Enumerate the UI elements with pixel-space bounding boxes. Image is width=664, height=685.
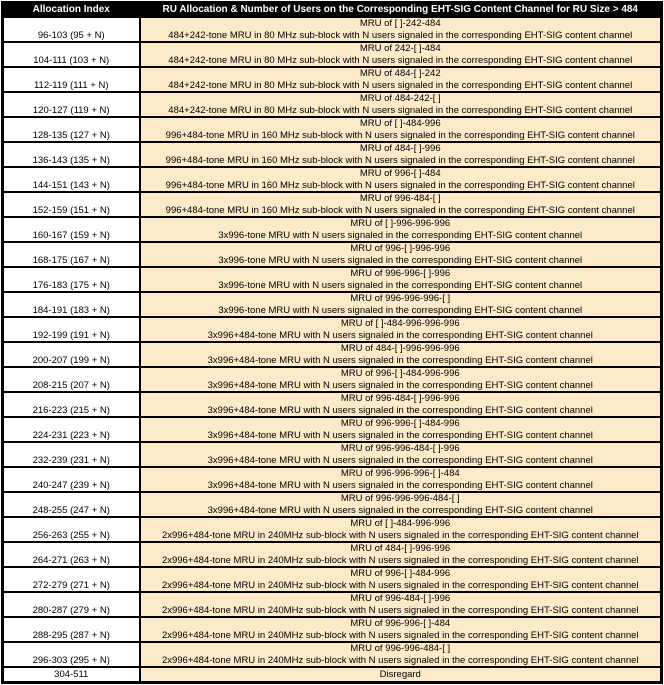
mru-label: MRU of 242-[ ]-484 (359, 43, 441, 54)
ru-description: 996+484-tone MRU in 160 MHz sub-block with N users signaled in the corresponding EHT-SIG content channel (165, 179, 635, 191)
ru-allocation-cell (140, 417, 662, 442)
table-row (3, 567, 662, 592)
header-ru-allocation: RU Allocation & Number of Users on the Corresponding EHT-SIG Content Channel for RU Size > 484 (140, 3, 662, 18)
ru-allocation-cell (140, 292, 662, 317)
allocation-index-cell: 256-263 (255 + N) (3, 517, 140, 542)
mru-label: MRU of 996-996-[ ]-484-996 (340, 418, 460, 429)
allocation-index-cell: 104-111 (103 + N) (3, 42, 140, 67)
allocation-index-cell: 168-175 (167 + N) (3, 242, 140, 267)
allocation-index-cell: 128-135 (127 + N) (3, 117, 140, 142)
ru-allocation-cell (140, 317, 662, 342)
table-row (3, 342, 662, 367)
allocation-index-cell: 136-143 (135 + N) (3, 142, 140, 167)
table-body (3, 17, 662, 683)
mru-label: MRU of [ ]-484-996-996 (350, 518, 451, 529)
ru-allocation-cell (140, 617, 662, 642)
ru-allocation-cell (140, 592, 662, 617)
ru-description: 3x996-tone MRU with N users signaled in the corresponding EHT-SIG content channel (218, 254, 583, 266)
ru-description: 2x996+484-tone MRU in 240MHz sub-block with N users signaled in the corresponding EHT-SIG content channel (161, 579, 639, 591)
mru-label: MRU of 996-484-[ ]-996 (350, 593, 451, 604)
mru-label: MRU of 996-[ ]-996-996 (350, 243, 451, 254)
ru-description: 3x996+484-tone MRU with N users signaled in the corresponding EHT-SIG content channel (207, 454, 593, 466)
table-row (3, 392, 662, 417)
ru-description: 996+484-tone MRU in 160 MHz sub-block with N users signaled in the corresponding EHT-SIG content channel (165, 129, 635, 141)
allocation-index-cell: 200-207 (199 + N) (3, 342, 140, 367)
table-header-row (3, 3, 662, 18)
allocation-index-cell: 304-511 (3, 667, 140, 683)
mru-label: MRU of 996-996-484-[ ]-996 (340, 443, 460, 454)
ru-allocation-cell (140, 242, 662, 267)
mru-label: MRU of [ ]-996-996-996 (350, 218, 451, 229)
ru-allocation-cell (140, 17, 662, 42)
table-row (3, 442, 662, 467)
mru-label: MRU of 484-[ ]-996-996 (350, 543, 451, 554)
table-row (3, 242, 662, 267)
ru-allocation-cell (140, 67, 662, 92)
table-row (3, 92, 662, 117)
allocation-index-cell: 280-287 (279 + N) (3, 592, 140, 617)
table-row (3, 267, 662, 292)
table-row (3, 192, 662, 217)
ru-description: 2x996+484-tone MRU in 240MHz sub-block with N users signaled in the corresponding EHT-SIG content channel (161, 604, 639, 616)
ru-description: 3x996+484-tone MRU with N users signaled in the corresponding EHT-SIG content channel (207, 429, 593, 441)
mru-label: MRU of 996-996-[ ]-484 (350, 618, 451, 629)
mru-label: MRU of 996-[ ]-484 (359, 168, 441, 179)
mru-label: MRU of 996-484-[ ] (359, 193, 441, 204)
ru-description: 2x996+484-tone MRU in 240MHz sub-block with N users signaled in the corresponding EHT-SIG content channel (161, 654, 639, 666)
ru-description: 3x996-tone MRU with N users signaled in the corresponding EHT-SIG content channel (218, 229, 583, 241)
header-allocation-index: Allocation Index (3, 3, 140, 18)
ru-allocation-cell (140, 492, 662, 517)
ru-allocation-cell (140, 392, 662, 417)
allocation-index-cell: 232-239 (231 + N) (3, 442, 140, 467)
ru-description: 484+242-tone MRU in 80 MHz sub-block with N users signaled in the corresponding EHT-SIG content channel (168, 104, 633, 116)
mru-label: MRU of 996-996-996-484-[ ] (340, 493, 460, 504)
allocation-index-cell: 96-103 (95 + N) (3, 17, 140, 42)
mru-label: MRU of 996-996-484-[ ] (350, 643, 451, 654)
mru-label: MRU of [ ]-484-996-996-996 (340, 318, 460, 329)
mru-label: MRU of [ ]-484-996 (359, 118, 441, 129)
table-row (3, 167, 662, 192)
ru-allocation-cell (140, 92, 662, 117)
allocation-index-cell: 184-191 (183 + N) (3, 292, 140, 317)
table-row (3, 292, 662, 317)
table-row (3, 542, 662, 567)
ru-description: 3x996-tone MRU with N users signaled in the corresponding EHT-SIG content channel (218, 279, 583, 291)
mru-label: MRU of 996-996-[ ]-996 (350, 268, 451, 279)
ru-description: 2x996+484-tone MRU in 240MHz sub-block with N users signaled in the corresponding EHT-SIG content channel (161, 629, 639, 641)
allocation-index-cell: 120-127 (119 + N) (3, 92, 140, 117)
ru-description: 3x996+484-tone MRU with N users signaled in the corresponding EHT-SIG content channel (207, 404, 593, 416)
mru-label: MRU of 996-[ ]-484-996-996 (340, 368, 460, 379)
allocation-index-cell: 112-119 (111 + N) (3, 67, 140, 92)
allocation-index-cell: 208-215 (207 + N) (3, 367, 140, 392)
mru-label: MRU of 484-[ ]-996-996-996 (340, 343, 460, 354)
ru-description: 484+242-tone MRU in 80 MHz sub-block with N users signaled in the corresponding EHT-SIG content channel (168, 54, 633, 66)
table-row (3, 517, 662, 542)
allocation-index-cell: 176-183 (175 + N) (3, 267, 140, 292)
ru-description: 3x996-tone MRU with N users signaled in the corresponding EHT-SIG content channel (218, 304, 583, 316)
ru-allocation-cell (140, 117, 662, 142)
ru-allocation-cell (140, 442, 662, 467)
table-row (3, 417, 662, 442)
ru-allocation-cell (140, 367, 662, 392)
mru-label: MRU of 484-[ ]-996 (359, 143, 441, 154)
ru-description: 3x996+484-tone MRU with N users signaled in the corresponding EHT-SIG content channel (207, 504, 593, 516)
ru-allocation-cell (140, 217, 662, 242)
ru-description: 996+484-tone MRU in 160 MHz sub-block with N users signaled in the corresponding EHT-SIG content channel (165, 154, 635, 166)
ru-description: 3x996+484-tone MRU with N users signaled in the corresponding EHT-SIG content channel (207, 479, 593, 491)
ru-allocation-cell (140, 517, 662, 542)
ru-allocation-cell (140, 192, 662, 217)
ru-allocation-cell (140, 667, 662, 683)
mru-label: MRU of 484-242-[ ] (359, 93, 441, 104)
table-row (3, 642, 662, 667)
allocation-index-cell: 216-223 (215 + N) (3, 392, 140, 417)
table-row (3, 667, 662, 683)
ru-allocation-cell (140, 167, 662, 192)
allocation-index-cell: 288-295 (287 + N) (3, 617, 140, 642)
table-row (3, 467, 662, 492)
ru-allocation-cell (140, 542, 662, 567)
ru-description: 2x996+484-tone MRU in 240MHz sub-block with N users signaled in the corresponding EHT-SIG content channel (161, 554, 639, 566)
allocation-index-cell: 240-247 (239 + N) (3, 467, 140, 492)
table-row (3, 492, 662, 517)
ru-allocation-cell (140, 42, 662, 67)
ru-description: 2x996+484-tone MRU in 240MHz sub-block with N users signaled in the corresponding EHT-SIG content channel (161, 529, 639, 541)
mru-label: MRU of [ ]-242-484 (359, 18, 441, 29)
allocation-index-cell: 144-151 (143 + N) (3, 167, 140, 192)
ru-description: 3x996+484-tone MRU with N users signaled in the corresponding EHT-SIG content channel (207, 379, 593, 391)
table-row (3, 117, 662, 142)
table-row (3, 617, 662, 642)
ru-allocation-table (1, 1, 663, 684)
table-row (3, 217, 662, 242)
mru-label: MRU of 996-996-996-[ ] (350, 293, 451, 304)
ru-allocation-cell (140, 642, 662, 667)
allocation-index-cell: 224-231 (223 + N) (3, 417, 140, 442)
table-row (3, 367, 662, 392)
ru-allocation-cell (140, 267, 662, 292)
ru-allocation-cell (140, 467, 662, 492)
table-row (3, 317, 662, 342)
mru-label: MRU of 996-[ ]-484-996 (350, 568, 451, 579)
mru-label: MRU of 996-484-[ ]-996-996 (340, 393, 460, 404)
ru-description: 484+242-tone MRU in 80 MHz sub-block with N users signaled in the corresponding EHT-SIG content channel (168, 79, 633, 91)
table-row (3, 67, 662, 92)
ru-description: 996+484-tone MRU in 160 MHz sub-block with N users signaled in the corresponding EHT-SIG content channel (165, 204, 635, 216)
ru-allocation-cell (140, 567, 662, 592)
allocation-index-cell: 160-167 (159 + N) (3, 217, 140, 242)
table-row (3, 142, 662, 167)
allocation-index-cell: 264-271 (263 + N) (3, 542, 140, 567)
ru-description: 484+242-tone MRU in 80 MHz sub-block with N users signaled in the corresponding EHT-SIG content channel (168, 29, 633, 41)
allocation-index-cell: 248-255 (247 + N) (3, 492, 140, 517)
allocation-index-cell: 272-279 (271 + N) (3, 567, 140, 592)
allocation-index-cell: 296-303 (295 + N) (3, 642, 140, 667)
table-row (3, 592, 662, 617)
allocation-index-cell: 152-159 (151 + N) (3, 192, 140, 217)
ru-description: Disregard (379, 669, 421, 680)
table-row (3, 42, 662, 67)
mru-label: MRU of 484-[ ]-242 (359, 68, 441, 79)
table-row (3, 17, 662, 42)
allocation-index-cell: 192-199 (191 + N) (3, 317, 140, 342)
ru-allocation-cell (140, 142, 662, 167)
mru-label: MRU of 996-996-996-[ ]-484 (340, 468, 460, 479)
ru-allocation-cell (140, 342, 662, 367)
ru-description: 3x996+484-tone MRU with N users signaled in the corresponding EHT-SIG content channel (207, 329, 593, 341)
ru-description: 3x996+484-tone MRU with N users signaled in the corresponding EHT-SIG content channel (207, 354, 593, 366)
